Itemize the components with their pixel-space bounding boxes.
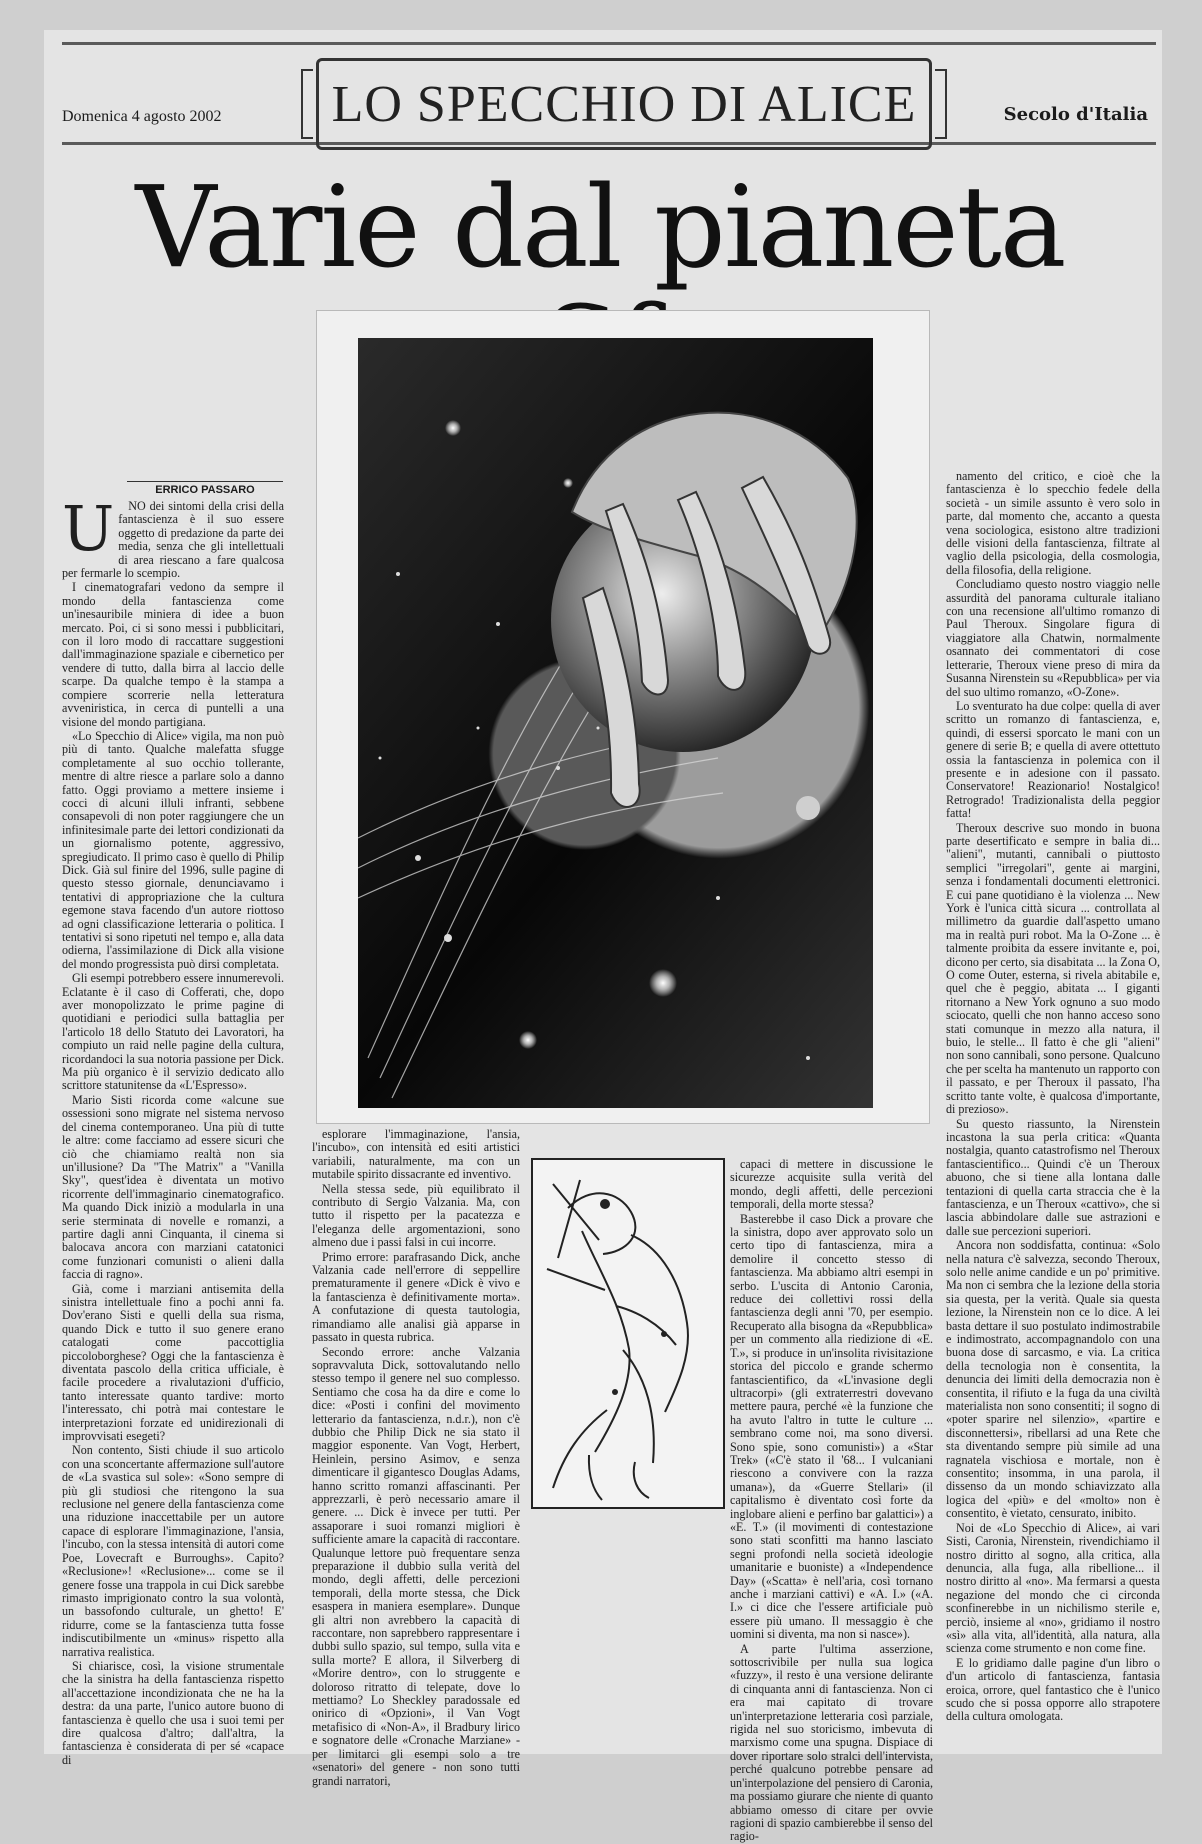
article-column-3 [730,1157,933,1844]
line-drawing-illustration [531,1158,725,1509]
space-illustration [358,338,873,1108]
column-4-paragraph-4: Theroux descrive suo mondo in buona parte desertificato e sempre in balia di... "alieni", mutanti, cannibali o piuttosto semplici "irregolari", gente ai margini, senza i fondamentali documenti elettronici. E cui pane quotidiano è la violenza ... New York è l'unica città sicura ... controllata al millimetro da guardie dall'aspetto umano ma in realtà puri robot. Ma la O-Zone ... è talmente proibita da essere invitante e, poi, dicono per certo, sia disabitata ... la Zona O, O come Outer, esterna, si rivela abitabile e, quel che è peggio, abitata ... I giganti ritornano a New York ognuno a suo modo sciocato, quelli che non hanno acceso sono stati comunque in mezzo alla natura, il buio, le stelle... Il fatto è che gli "alieni" non sono cannibali, sono persone. Qualcuno che per scelta ha mantenuto un rapporto con il passato, e per Theroux il passato, l'ha scritto tante volte, è qualcosa d'importante, di prezioso». [946,820,1160,1117]
column-4-paragraph-6: Ancora non soddisfatta, continua: «Solo nella natura c'è salvezza, secondo Theroux, solo nelle anime candide e un po' primitive. Ma non ci sembra che la lezione della storia sia questa, per la verità. Quale sia questa lezione, la Nirenstein non ce lo dice. A lei basta dettare il suo postulato indimostrabile e indimostrato, accompagnandolo con una buona dose di sarcasmo, e via. La critica della tecnologia non è consentita, la denuncia dei limiti della democrazia non è consentita, il rifiuto e la fuga da una civiltà materialista non sono consentiti; il sogno di «poter sparire nel silenzio», «partire e disconnettersi», ribellarsi ad una Rete che sta diventando sempre più simile ad una ragnatela vischiosa e mortale, non è consentito; insomma, in una parola, il dissenso da un mondo schiavizzato alla logica del «più» e del «molto» non è consentito, è vietato, censurato, inibito. [946,1238,1160,1521]
column-3-paragraph-1: capaci di mettere in discussione le sicurezze acquisite sulla verità del mondo, degli affetti, delle percezioni temporali, della morte stessa? [730,1157,933,1212]
column-4-paragraph-5: Su questo riassunto, la Nirenstein incastona la sua perla critica: «Quanta nostalgia, quanto catastrofismo nel Theroux fantascientifico... Quindi c'è un Theroux abuono, che si tiene alla lontana dalle tentazioni di quella carta straccia che è la fantascienza, e un Theroux «cattivo», che si lascia abbindolare dalle sue astrazioni e dalle sue percezioni superiori. [946,1116,1160,1238]
column-1-paragraph-4: Gli esempi potrebbero essere innumerevoli. Eclatante è il caso di Cofferati, che, dopo aver monopolizzato le prime pagine di quotidiani e periodici sulla battaglia per l'articolo 18 dello Statuto dei Lavoratori, ha compiuto un raid nelle pagine della cultura, ricordandoci la sua notoria passione per Dick. Ma più organico è il servizio dedicato allo scrittore statunitense da «L'Espresso». [62,971,284,1093]
column-1-paragraph-1: NO dei sintomi della crisi della fantascienza è il suo essere oggetto di predazione da parte dei media, senza che gli intellettuali di area riescano a fare qualcosa per fermarle lo scempio. [62,499,284,581]
article-column-4 [946,469,1160,1724]
column-1-paragraph-2: I cinematografari vedono da sempre il mondo della fantascienza come un'inesauribile miniera di idee a buon mercato. Poi, ci si sono messi i pubblicitari, con il loro modo di raccattare suggestioni dall'immaginazione spaziale e cibernetico per vendere di tutto, dalla birra al laccio delle scarpe. Da qualche tempo è la stampa a compiere scorrerie nella letteratura avveniristica, in cerca di puntelli a una visione del mondo partigiana. [62,580,284,729]
column-2-paragraph-2: Nella stessa sede, più equilibrato il contributo di Sergio Valzania. Ma, con tutto il rispetto per la pacatezza e l'eleganza delle argomentazioni, sono almeno due i passi falsi in cui incorre. [312,1181,520,1250]
column-2-paragraph-1: esplorare l'immaginazione, l'ansia, l'incubo», con intensità ed esiti artistici variabili, naturalmente, ma con un mutabile spirito dissacrante ed inventivo. [312,1127,520,1182]
column-4-paragraph-8: E lo gridiamo dalle pagine d'un libro o d'un articolo di fantascienza, fantasia eroica, orrore, quel fantastico che è l'unico scudo che si possa opporre allo strapotere della cultura omologata. [946,1655,1160,1724]
column-4-paragraph-7: Noi de «Lo Specchio di Alice», ai vari Sisti, Caronia, Nirenstein, rivendichiamo il nostro diritto al sogno, alla critica, alla denuncia, alla fuga, alla ribellione... il nostro diritto al «no». Ma fermarsi a questa negazione del mondo che ci circonda sconfinerebbe in un nichilismo sterile e, perciò, insieme al «no», gridiamo il nostro «sì» alla vita, all'identità, alla natura, alla scienza come strumento e non come fine. [946,1520,1160,1656]
column-2-paragraph-3: Primo errore: parafrasando Dick, anche Valzania cade nell'errore di seppellire prematuramente il genere «Dick è vivo e la fantascienza è definitivamente morta». A confutazione di questa tautologia, rimandiamo alle analisi già apparse in passato in questa rubrica. [312,1249,520,1345]
newspaper-name: Secolo d'Italia [1003,104,1148,125]
top-rule [62,42,1156,45]
drop-cap: U [62,492,115,565]
heroic-figure-drawing [533,1160,723,1507]
small-moon [796,796,820,820]
column-4-paragraph-3: Lo sventurato ha due colpe: quella di aver scritto un romanzo di fantascienza, e, quindi, di essersi sporcato le mani con un genere di serie B; e quella di avere ottettuto ossia la fantascienza in polemica con il presente e in adesione con il passato. Conservatore! Reazionario! Nostalgico! Retrogrado! Tradizionalista della peggior fatta! [946,698,1160,821]
article-column-2 [312,1127,520,1788]
author-byline: ERRICO PASSARO [127,481,283,496]
issue-date: Domenica 4 agosto 2002 [62,108,222,125]
article-headline: Varie dal pianeta [135,163,1065,293]
column-1-paragraph-5: Mario Sisti ricorda come «alcune sue ossessioni sono migrate nel sistema nervoso del cinema contemporaneo. Una più di tutte le altre: come facciamo ad essere sicuri che ciò che chiamiamo realtà non sia un'illusione? Da "The Matrix" a "Vanilla Sky", quest'idea è diventata un motivo ricorrente dell'immaginario cinematografico. Ma quando Dick iniziò a modularla in una serie sterminata di novelle e romanzi, a partire dagli anni Cinquanta, il cinema si balocava ancora con marziani catatonici come funzionari comunisti o alieni dalla faccia di ragno». [62,1092,284,1282]
column-4-paragraph-1: namento del critico, e cioè che la fantascienza è lo specchio fedele della società - un simile assunto è vero solo in parte, dal momento che, accanto a questa vena sociologica, esistono altre tradizioni delle visioni della fantascienza, filtrate al vaglio della psicologia, della cosmologia, della filosofia, della religione. [946,469,1160,577]
column-2-paragraph-4: Secondo errore: anche Valzania sopravvaluta Dick, sottovalutando nello stesso tempo il genere nel suo complesso. Sentiamo che cosa ha da dire e come lo dice: «Posti i confini del movimento letterario da fantascienza, n.d.r.), non c'è dubbio che Philip Dick ne sia stato il maggior esponente. Van Vogt, Herbert, Heinlein, persino Asimov, e senza dimenticare il gigantesco Douglas Adams, hanno scritto romanzi affascinanti. Per apprezzarli, è però necessario amare il genere. ... Dick è invece per tutti. Per assaporare i suoi romanzi migliori è sufficiente amare la capacità di raccontare. Qualunque lettore può frequentare senza preparazione il dubbio sulla verità del mondo, degli affetti, delle percezioni temporali, della morte stessa, che Dick esaspera in maniera esemplare». Dunque gli altri non avrebbero la capacità di raccontare, non saprebbero rappresentare i dubbi sullo spazio, sul tempo, sulla vita e sulla morte? E allora, il Silverberg di «Morire dentro», con lo struggente e doloroso ritratto di telepate, dove lo mettiamo? Lo Sheckley paradossale ed onirico di «Opzioni», il Van Vogt metafisico di «Non-A», il Bradbury lirico e sognatore delle «Cronache Marziane» - per limitarci gli esempi solo a tre «senatori» del genere - non sono tutti grandi narratori, [312,1344,520,1788]
column-1-paragraph-7: Non contento, Sisti chiude il suo articolo con una sconcertante affermazione sull'autore de «La svastica sul sole»: «Sono sempre di più gli studiosi che ritengono la sua reclusione nel genere della fantascienza come una riduzione inaccettabile per un autore capace di esplorare l'immaginazione, l'ansia, l'incubo, con la stessa intensità di autori come Poe, Lovecraft e Burroughs». Capito? «Reclusione»! «Reclusione»... come se il genere fosse una trappola in cui Dick sarebbe rimasto imprigionato contro la sua volontà, un bassofondo culturale, un ghetto! E' ridurre, come se la fantascienza tutta fosse indiscutibilmente un «minus» rispetto alla narrativa realistica. [62,1443,284,1659]
column-3-paragraph-3: A parte l'ultima asserzione, sottoscrivibile per nulla sua logica «fuzzy», il resto è una versione delirante di cinquanta anni di fantascienza. Non ci era mai capitato di trovare un'interpretazione letteraria così parziale, rigida nel suo storicismo, imbevuta di marxismo come una spugna. Dispiace di dover riportare solo stralci dell'intervista, perché qualcuno potrebbe pensare ad un'interpolazione del pensiero di Caronia, ma possiamo giurare che niente di quanto abbiamo omesso di citare per ovvie ragioni di spazio cambierebbe il senso del ragio- [730,1641,933,1844]
section-masthead: LO SPECCHIO DI ALICE [316,58,932,150]
column-1-paragraph-8: Si chiarisce, così, la visione strumentale che la sinistra ha della fantascienza rispetto all'accettazione incondizionata che ne ha la destra: da una parte, l'unico autore buono di fantascienza è quello che usa i suoi temi per dire qualcosa d'altro; dall'altra, la fantascienza è considerata di per sé «capace di [62,1658,284,1767]
column-4-paragraph-2: Concludiamo questo nostro viaggio nelle assurdità del panorama culturale italiano con una recensione all'ultimo romanzo di Paul Theroux. Singolare figura di viaggiatore alla Chatwin, normalmente osannato dei commentatori di cose letterarie, Theroux viene preso di mira da Susanna Nirenstein su «Repubblica» per via del suo ultimo romanzo, «O-Zone». [946,577,1160,699]
article-column-1 [62,492,284,1767]
column-1-paragraph-6: Già, come i marziani antisemita della sinistra intellettuale fino a pochi anni fa. Dov'erano Sisti e quelli della sua risma, quando Dick e tutto il suo genere erano catalogati come paccottiglia piccoloborghese? Oggi che la fantascienza è diventata pascolo della critica ufficiale, è facile procedere a rivalutazioni d'ufficio, tanto interessate quanto tardive: morto l'interessato, chi potrà mai contestare le interpretazioni forzate ed unidirezionali di improvvisati esegeti? [62,1281,284,1444]
column-1-paragraph-3: «Lo Specchio di Alice» vigila, ma non può più di tanto. Qualche malefatta sfugge completamente al suo occhio tollerante, mentre di altre riesce a parlare solo a danno fatto. Oggi proviamo a mettere insieme i cocci di alcuni illuli infranti, sebbene consapevoli di non poter raggiungere che un infinitesimale parte dei lettori condizionati da un giornalismo potente, aggressivo, spregiudicato. Il primo caso è quello di Philip Dick. Già sul finire del 1996, sulle pagine di questo stesso giornale, denunciavamo i tentativi di appropriazione che la cultura egemone stava facendo d'un autore riottoso ad ogni classificazione letteraria o politica. I tentativi si sono ripetuti nel tempo e, alla data odierna, l'assimilazione di Dick alla visione del mondo progressista può dirsi completata. [62,728,284,971]
space-artwork [358,338,873,1108]
column-3-paragraph-2: Basterebbe il caso Dick a provare che la sinistra, dopo aver approvato solo un certo tipo di fantascienza, mira a demolire il concetto stesso di fantascienza. Ma abbiamo altri esempi in serbo. L'uscita di Antonio Caronia, reduce dei collettivi rossi della fantascienza degli anni '70, per esempio. Recuperato alla bisogna da «Repubblica» per un commento alla riedizione di «E. T.», si produce in un'insolita rivisitazione storica del piccolo e grande schermo fantascientifico, da «L'invasione degli ultracorpi» (gli extraterrestri dovevano mettere paura, perché «è la funzione che ha avuto l'altro in tutte le culture ... sembrano come noi, ma sono diversi. Sono spie, sono comunisti») a «Star Trek» («C'è stato il '68... I vulcaniani riescono a convivere con la razza umana»), da «Guerre Stellari» (il capitalismo è diventato così forte da inglobare alieni e perfino bar galattici») a «E. T.» (il movimenti di contestazione sono stati sconfitti ma hanno lasciato segni profondi nella società ideologie umanitarie e buoniste) a «Independence Day» («Scatta» è nell'aria, così tornano anche i marziani cattivi) e «A. I.» («A. I.» ci dice che l'essere artificiale può essere più umano. Il messaggio è che uomini si diventa, ma non si nasce»). [730,1211,933,1642]
